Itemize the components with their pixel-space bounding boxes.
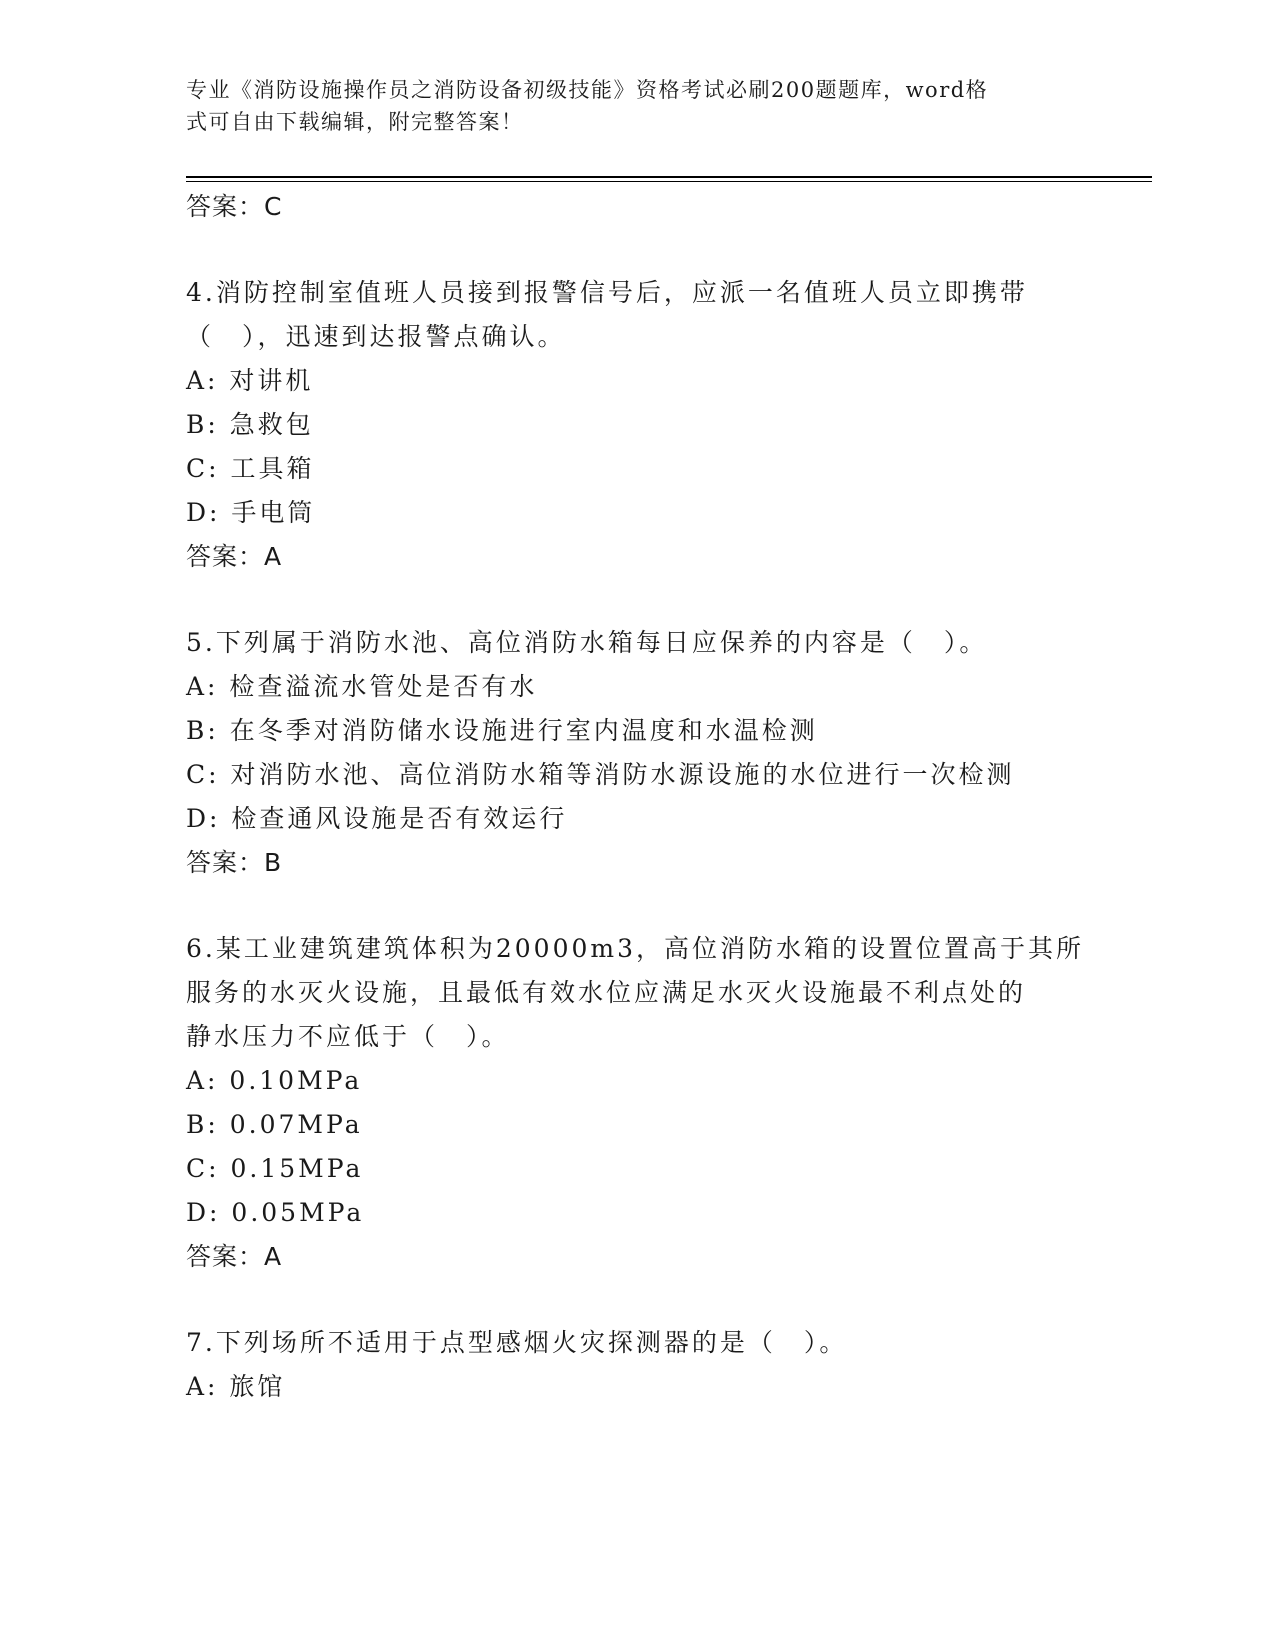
header-line-2: 式可自由下载编辑，附完整答案！ bbox=[186, 110, 524, 134]
q7-option-a: A: 旅馆 bbox=[186, 1372, 286, 1401]
q4-option-c: C: 工具箱 bbox=[186, 454, 315, 483]
q4-stem-line-1: 4.消防控制室值班人员接到报警信号后，应派一名值班人员立即携带 bbox=[186, 278, 1028, 307]
header-line-1: 专业《消防设施操作员之消防设备初级技能》资格考试必刷200题题库，word格 bbox=[186, 78, 989, 102]
q4-option-d: D: 手电筒 bbox=[186, 498, 316, 527]
q4-option-b: B: 急救包 bbox=[186, 410, 314, 439]
q5-stem-line-1: 5.下列属于消防水池、高位消防水箱每日应保养的内容是（ ）。 bbox=[186, 628, 988, 657]
header-divider-thick bbox=[186, 176, 1152, 178]
q6-option-c: C: 0.15MPa bbox=[186, 1154, 364, 1183]
q5-answer: 答案：B bbox=[186, 848, 283, 877]
q6-stem-line-3: 静水压力不应低于（ ）。 bbox=[186, 1022, 510, 1051]
q4-stem-line-2: （ ），迅速到达报警点确认。 bbox=[186, 322, 566, 351]
answer-q3: 答案：C bbox=[186, 192, 283, 221]
q5-option-b: B: 在冬季对消防储水设施进行室内温度和水温检测 bbox=[186, 716, 818, 745]
q6-option-b: B: 0.07MPa bbox=[186, 1110, 363, 1139]
q7-stem-line-1: 7.下列场所不适用于点型感烟火灾探测器的是（ ）。 bbox=[186, 1328, 848, 1357]
q6-answer: 答案：A bbox=[186, 1242, 283, 1271]
q4-option-a: A: 对讲机 bbox=[186, 366, 314, 395]
header-divider-thin bbox=[186, 181, 1152, 182]
q6-option-d: D: 0.05MPa bbox=[186, 1198, 365, 1227]
page-header bbox=[186, 74, 1066, 138]
q6-stem-line-1: 6.某工业建筑建筑体积为20000m3，高位消防水箱的设置位置高于其所 bbox=[186, 934, 1084, 963]
q5-option-a: A: 检查溢流水管处是否有水 bbox=[186, 672, 538, 701]
q6-option-a: A: 0.10MPa bbox=[186, 1066, 363, 1095]
q4-answer: 答案：A bbox=[186, 542, 283, 571]
q5-option-d: D: 检查通风设施是否有效运行 bbox=[186, 804, 568, 833]
q6-stem-line-2: 服务的水灭火设施，且最低有效水位应满足水灭火设施最不利点处的 bbox=[186, 978, 1027, 1007]
q5-option-c: C: 对消防水池、高位消防水箱等消防水源设施的水位进行一次检测 bbox=[186, 760, 1015, 789]
